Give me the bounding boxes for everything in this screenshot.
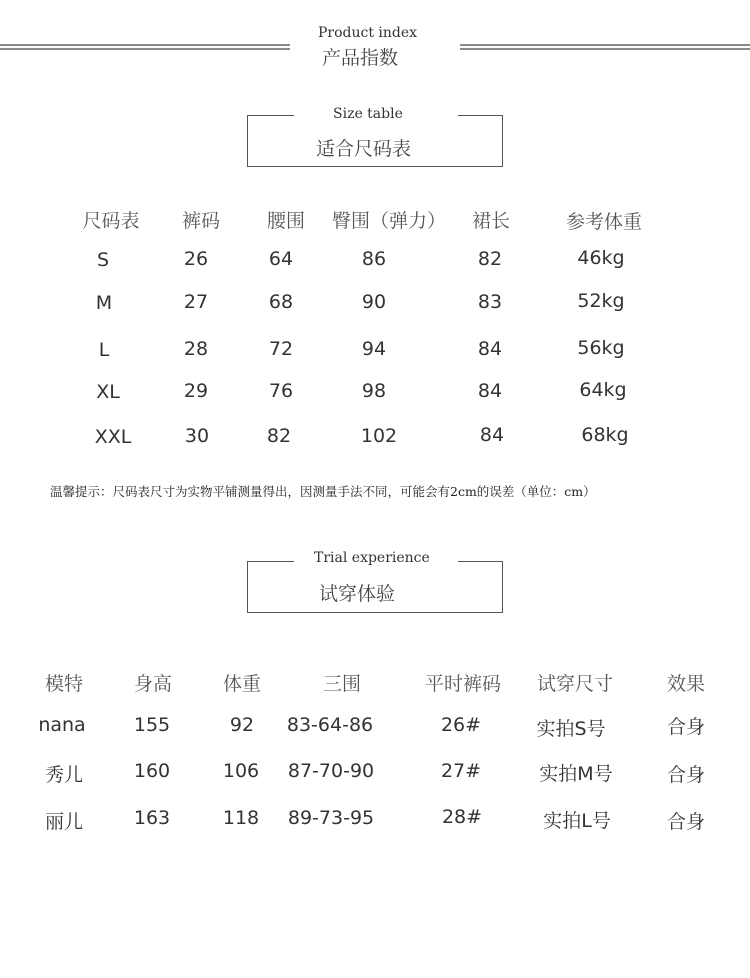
size-cell: XL [96, 381, 120, 403]
trial-cell: nana [38, 714, 86, 736]
size-cell: L [98, 339, 110, 361]
trial-cell: 实拍M号 [539, 763, 613, 785]
size-cell: 76 [268, 380, 294, 402]
trial-cell: 合身 [666, 764, 706, 786]
trial-title-en: Trial experience [314, 550, 430, 566]
trial-col-header: 平时裤码 [424, 673, 502, 695]
size-cell: 68 [268, 291, 294, 313]
size-cell: 90 [361, 291, 387, 313]
trial-cell: 27# [440, 760, 482, 782]
size-cell: M [95, 292, 113, 314]
size-col-header: 参考体重 [565, 211, 643, 233]
trial-title-zh: 试穿体验 [319, 583, 396, 605]
header-right-line [460, 44, 750, 50]
trial-cell: 实拍L号 [543, 810, 611, 832]
size-table-title-zh: 适合尺码表 [316, 138, 412, 160]
size-cell: 26 [183, 248, 209, 270]
trial-cell: 92 [229, 714, 255, 736]
size-cell: 64 [268, 248, 294, 270]
size-cell: 46kg [577, 247, 625, 269]
size-col-header: 腰围 [266, 210, 306, 232]
size-col-header: 臀围（弹力） [331, 210, 447, 232]
size-cell: 82 [477, 248, 503, 270]
trial-cell: 合身 [666, 811, 706, 833]
header-title-en: Product index [318, 25, 418, 41]
trial-col-header: 三围 [322, 673, 362, 695]
trial-cell: 163 [133, 807, 171, 829]
trial-cell: 实拍S号 [536, 718, 606, 740]
trial-cell: 155 [133, 714, 171, 736]
size-cell: 68kg [581, 424, 629, 446]
size-cell: 27 [183, 291, 209, 313]
trial-cell: 26# [440, 714, 482, 736]
size-cell: 83 [477, 291, 503, 313]
trial-col-header: 模特 [44, 673, 84, 695]
trial-cell: 28# [441, 806, 483, 828]
size-cell: 84 [477, 338, 503, 360]
trial-col-header: 体重 [222, 673, 262, 695]
size-table-title-en: Size table [333, 106, 403, 122]
size-cell: 98 [361, 380, 387, 402]
trial-cell: 87-70-90 [287, 760, 375, 782]
size-cell: 72 [268, 338, 294, 360]
size-cell: 52kg [577, 290, 625, 312]
header-title-zh: 产品指数 [322, 47, 399, 69]
size-cell: 28 [183, 338, 209, 360]
size-col-header: 裙长 [471, 210, 511, 232]
size-col-header: 裤码 [181, 210, 221, 232]
trial-cell: 丽儿 [44, 811, 84, 833]
trial-cell: 106 [222, 760, 260, 782]
trial-cell: 118 [222, 807, 260, 829]
size-cell: S [96, 249, 110, 271]
size-cell: 82 [266, 425, 292, 447]
size-cell: 56kg [577, 337, 625, 359]
header-left-line [0, 44, 290, 50]
size-cell: 94 [361, 338, 387, 360]
size-cell: 29 [183, 380, 209, 402]
size-cell: 84 [477, 380, 503, 402]
size-cell: XXL [94, 426, 132, 448]
trial-cell: 89-73-95 [287, 807, 375, 829]
trial-col-header: 试穿尺寸 [536, 673, 614, 695]
trial-cell: 160 [133, 760, 171, 782]
size-cell: 84 [479, 424, 505, 446]
trial-col-header: 效果 [666, 673, 706, 695]
trial-cell: 秀儿 [44, 764, 84, 786]
size-cell: 102 [360, 425, 398, 447]
size-cell: 64kg [579, 379, 627, 401]
trial-col-header: 身高 [133, 673, 173, 695]
trial-cell: 合身 [666, 716, 706, 738]
trial-cell: 83-64-86 [286, 714, 374, 736]
size-col-header: 尺码表 [82, 210, 140, 232]
size-cell: 86 [361, 248, 387, 270]
size-cell: 30 [184, 425, 210, 447]
size-tip-note: 温馨提示：尺码表尺寸为实物平铺测量得出，因测量手法不同，可能会有2cm的误差（单位：cm） [50, 484, 596, 499]
